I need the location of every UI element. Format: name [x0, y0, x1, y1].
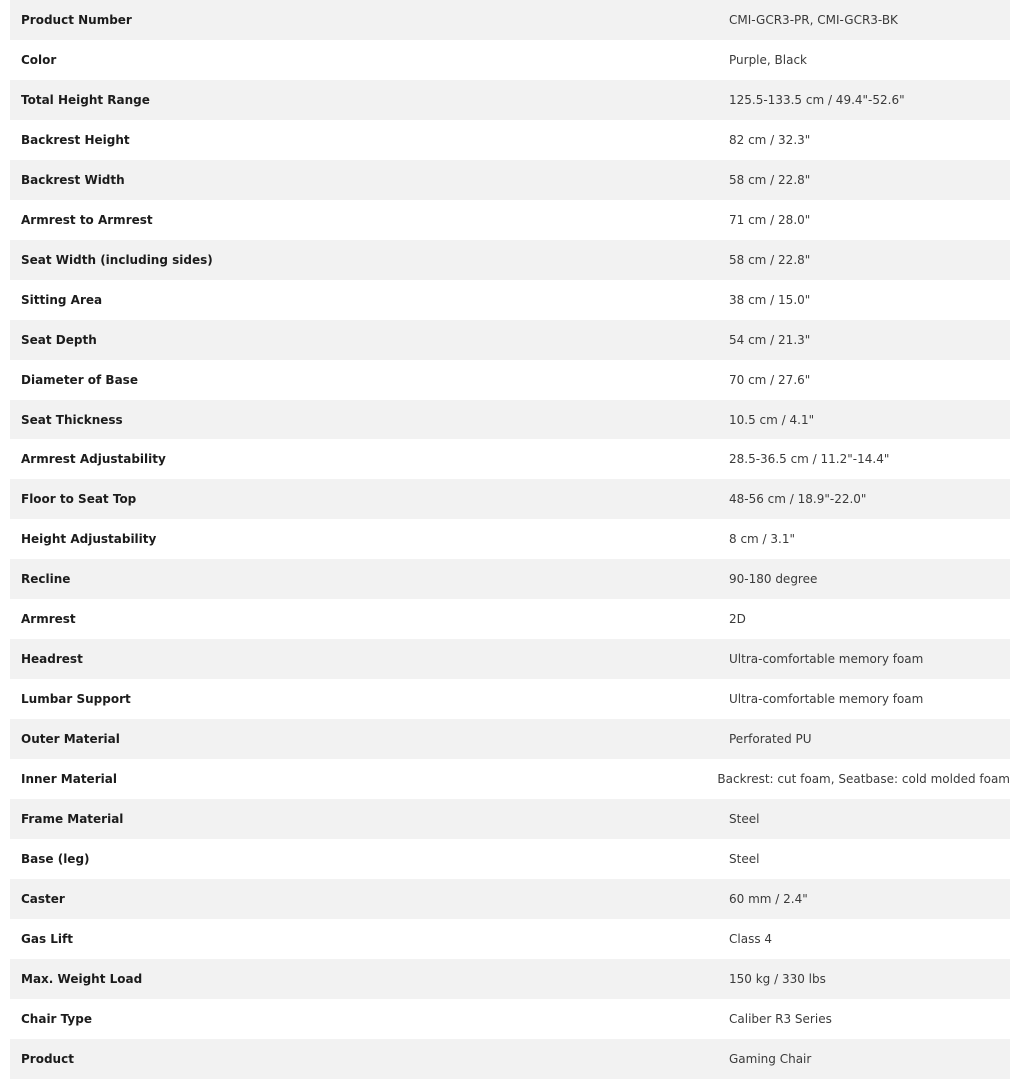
spec-row [10, 759, 1010, 799]
spec-value: Steel [729, 851, 760, 866]
spec-value: 60 mm / 2.4" [729, 891, 808, 906]
spec-row [10, 280, 1010, 320]
spec-row [10, 400, 1010, 440]
spec-row [10, 559, 1010, 599]
spec-label: Product Number [21, 12, 132, 27]
spec-value: 38 cm / 15.0" [729, 292, 811, 307]
spec-value: Gaming Chair [729, 1051, 812, 1066]
spec-label: Color [21, 52, 57, 67]
spec-value: 71 cm / 28.0" [729, 212, 811, 227]
spec-row [10, 240, 1010, 280]
spec-value: Ultra-comfortable memory foam [729, 692, 924, 707]
spec-row [10, 999, 1010, 1039]
spec-label: Inner Material [21, 772, 117, 787]
spec-row [10, 360, 1010, 400]
spec-value: 10.5 cm / 4.1" [729, 412, 815, 427]
spec-label: Armrest to Armrest [21, 212, 153, 227]
spec-row [10, 80, 1010, 120]
spec-label: Chair Type [21, 1011, 92, 1026]
spec-value: 58 cm / 22.8" [729, 252, 811, 267]
spec-row [10, 479, 1010, 519]
spec-row [10, 519, 1010, 559]
spec-label: Base (leg) [21, 851, 90, 866]
spec-value: 2D [729, 612, 746, 627]
spec-label: Frame Material [21, 812, 124, 827]
spec-label: Sitting Area [21, 292, 103, 307]
spec-label: Max. Weight Load [21, 971, 143, 986]
spec-value: Backrest: cut foam, Seatbase: cold molded foam [717, 772, 1010, 787]
spec-label: Gas Lift [21, 931, 73, 946]
spec-value: CMI-GCR3-PR, CMI-GCR3-BK [729, 12, 898, 27]
spec-row [10, 959, 1010, 999]
spec-value: 82 cm / 32.3" [729, 132, 811, 147]
spec-label: Lumbar Support [21, 692, 131, 707]
spec-label: Floor to Seat Top [21, 492, 137, 507]
spec-label: Outer Material [21, 732, 120, 747]
spec-value: 150 kg / 330 lbs [729, 971, 826, 986]
spec-label: Seat Thickness [21, 412, 123, 427]
spec-label: Caster [21, 891, 65, 906]
spec-value: Class 4 [729, 931, 773, 946]
spec-label: Armrest Adjustability [21, 452, 166, 467]
spec-value: 28.5-36.5 cm / 11.2"-14.4" [729, 452, 890, 467]
spec-table [10, 0, 1010, 1079]
spec-value: Ultra-comfortable memory foam [729, 652, 924, 667]
spec-row [10, 160, 1010, 200]
spec-value: 70 cm / 27.6" [729, 372, 811, 387]
spec-row [10, 439, 1010, 479]
spec-row [10, 719, 1010, 759]
spec-row [10, 679, 1010, 719]
spec-value: 90-180 degree [729, 572, 818, 587]
spec-label: Backrest Width [21, 172, 125, 187]
spec-label: Product [21, 1051, 74, 1066]
spec-value: 8 cm / 3.1" [729, 532, 796, 547]
spec-label: Headrest [21, 652, 83, 667]
spec-row [10, 799, 1010, 839]
spec-value: 48-56 cm / 18.9"-22.0" [729, 492, 867, 507]
spec-row [10, 1039, 1010, 1079]
spec-label: Seat Width (including sides) [21, 252, 213, 267]
spec-label: Diameter of Base [21, 372, 138, 387]
spec-value: 125.5-133.5 cm / 49.4"-52.6" [729, 92, 905, 107]
spec-value: Purple, Black [729, 52, 807, 67]
spec-row [10, 0, 1010, 40]
spec-value: Perforated PU [729, 732, 812, 747]
spec-value: 58 cm / 22.8" [729, 172, 811, 187]
spec-label: Armrest [21, 612, 76, 627]
spec-value: 54 cm / 21.3" [729, 332, 811, 347]
spec-row [10, 120, 1010, 160]
spec-row [10, 320, 1010, 360]
spec-label: Backrest Height [21, 132, 130, 147]
spec-row [10, 879, 1010, 919]
spec-row [10, 40, 1010, 80]
spec-row [10, 839, 1010, 879]
spec-label: Total Height Range [21, 92, 150, 107]
spec-label: Seat Depth [21, 332, 97, 347]
spec-label: Recline [21, 572, 71, 587]
spec-row [10, 639, 1010, 679]
spec-label: Height Adjustability [21, 532, 157, 547]
spec-value: Caliber R3 Series [729, 1011, 832, 1026]
spec-row [10, 599, 1010, 639]
spec-row [10, 919, 1010, 959]
spec-row [10, 200, 1010, 240]
spec-value: Steel [729, 812, 760, 827]
